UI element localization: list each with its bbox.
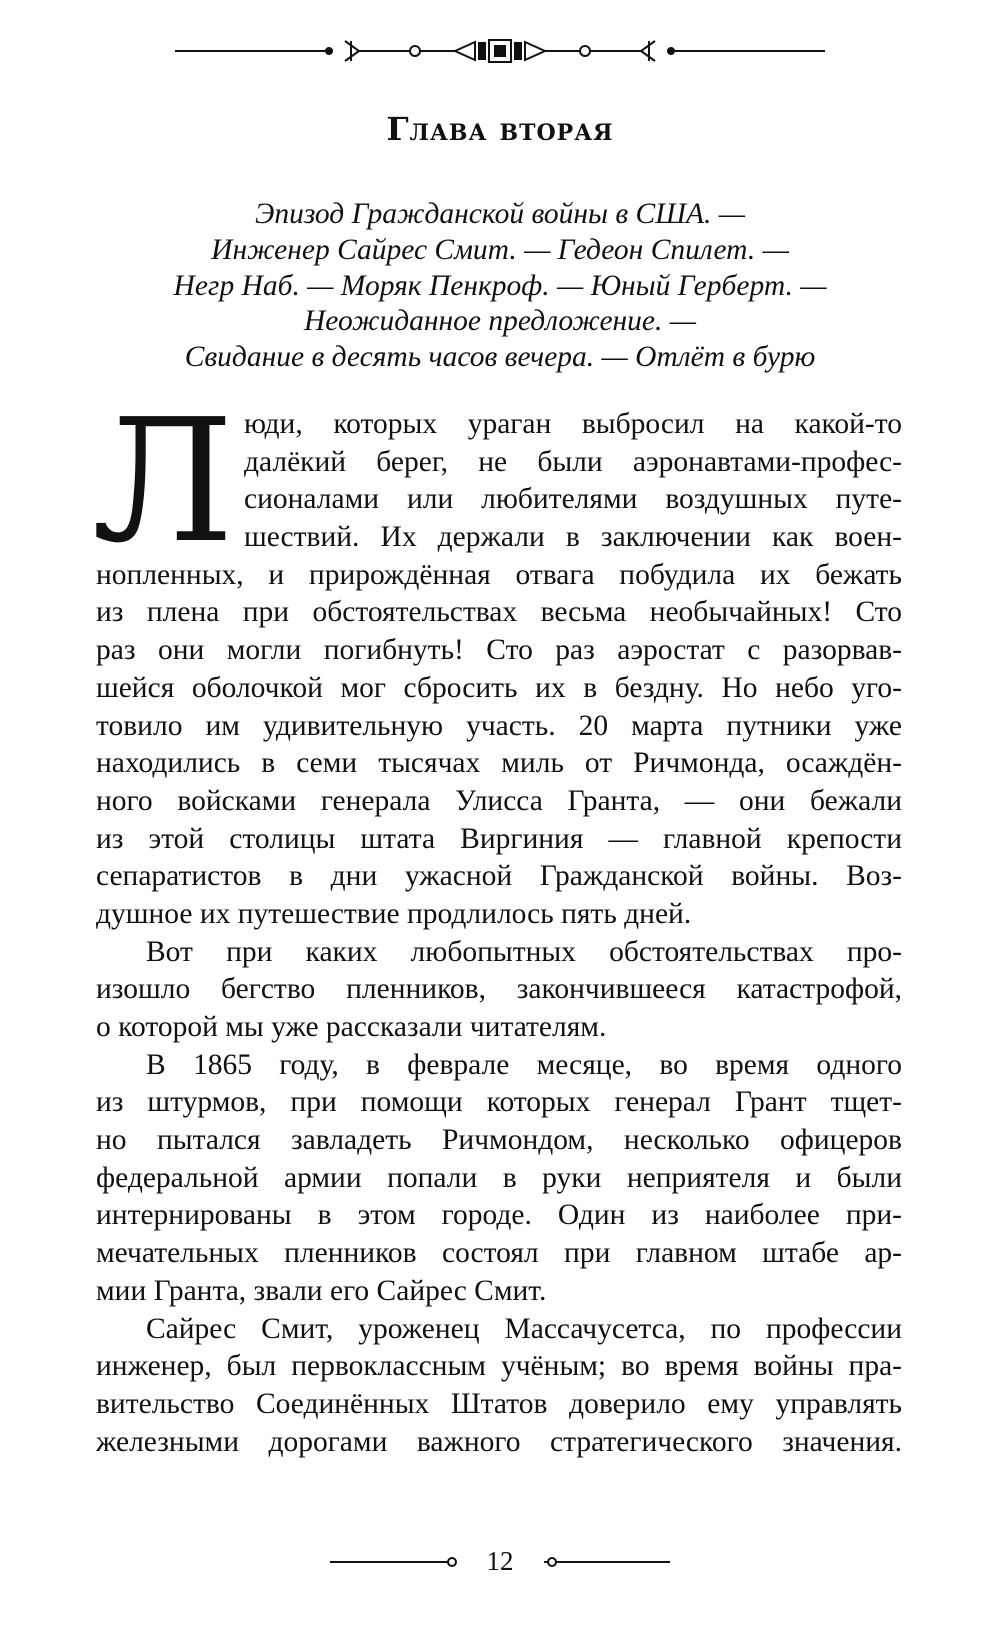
epigraph-line: Инженер Сайрес Смит. — Гедеон Спилет. — [211, 233, 789, 266]
epigraph-line: Эпизод Гражданской войны в США. — [255, 198, 745, 230]
text-line: ного войсками генерала Улисса Гранта, — они бежали [96, 784, 902, 817]
epigraph-line: Неожиданное предложение. — [304, 305, 696, 338]
body-text [92, 383, 902, 1461]
text-line: юди, которых ураган выбросил на какой-то [244, 408, 902, 440]
epigraph-line: Свидание в десять часов вечера. — Отлёт в бурю [184, 341, 816, 374]
text-line: железными дорогами важного стратегического значения. [96, 1425, 902, 1458]
text-line: шествий. Их держали в заключении как воен- [244, 521, 902, 554]
text-line: сепаратистов в дни ужасной Гражданской войны. Воз- [96, 860, 902, 893]
text-line: Сайрес Смит, уроженец Массачусетса, по профессии [146, 1312, 902, 1345]
text-line: инженер, был первоклассным учёным; во время войны пра- [96, 1350, 902, 1383]
header-ornament [175, 38, 825, 64]
page-footer [330, 1546, 670, 1576]
chapter-epigraph [90, 197, 910, 376]
page-number: 12 [486, 1546, 514, 1576]
drop-cap: Л [92, 383, 234, 581]
text-line: сионалами или любителями воздушных путе- [244, 483, 902, 516]
text-line: товило им удивительную участь. 20 марта путники уже [96, 709, 902, 742]
text-line: из плена при обстоятельствах весьма необычайных! Сто [96, 596, 902, 629]
text-line: Вот при каких любопытных обстоятельствах про- [146, 935, 902, 968]
epigraph-line: Негр Наб. — Моряк Пенкроф. — Юный Герберт. — [173, 269, 827, 302]
text-line: душное их путешествие продлилось пять дней. [96, 897, 692, 930]
text-line: далёкий берег, не были аэронавтами-профес- [244, 445, 902, 478]
text-line: вительство Соединённых Штатов доверило ему управлять [96, 1387, 902, 1420]
text-line: раз они могли погибнуть! Сто раз аэростат с разорвав- [96, 634, 902, 667]
text-line: но пытался завладеть Ричмондом, несколько офицеров [96, 1124, 902, 1157]
text-line: из штурмов, при помощи которых генерал Грант тщет- [96, 1086, 902, 1119]
text-line: интернированы в этом городе. Один из наиболее при- [96, 1199, 902, 1232]
text-line: В 1865 году, в феврале месяце, во время одного [146, 1048, 902, 1081]
paragraph-4 [96, 1311, 902, 1462]
text-line: находились в семи тысячах миль от Ричмонда, осаждён- [96, 747, 902, 780]
text-line: федеральной армии попали в руки неприятеля и были [96, 1161, 902, 1194]
text-line: мечательных пленников состоял при главном штабе ар- [96, 1237, 902, 1270]
paragraph-2 [96, 934, 902, 1047]
text-line: изошло бегство пленников, закончившееся катастрофой, [96, 973, 902, 1006]
text-line: мии Гранта, звали его Сайрес Смит. [96, 1274, 547, 1307]
text-line: о которой мы уже рассказали читателям. [96, 1011, 607, 1043]
chapter-title: Глава вторая [386, 110, 614, 148]
text-line: нопленных, и прирождённая отвага побудила их бежать [96, 558, 902, 591]
text-line: шейся оболочкой мог сбросить их в бездну. Но небо уго- [96, 671, 902, 704]
text-line: из этой столицы штата Виргиния — главной крепости [96, 822, 902, 855]
paragraph-3 [96, 1047, 902, 1311]
